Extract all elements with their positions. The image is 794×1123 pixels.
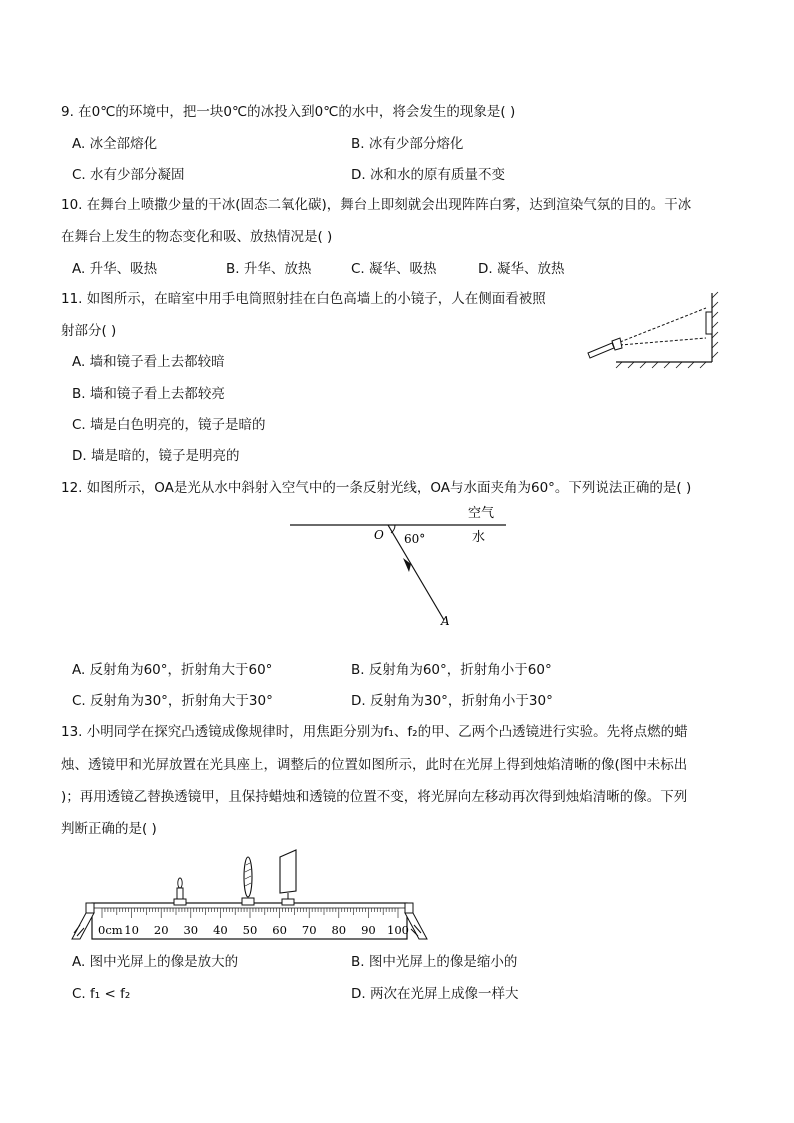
q9-option-c: C. 水有少部分凝固: [72, 167, 185, 183]
q10-option-b: B. 升华、放热: [226, 261, 312, 277]
q13-option-b: B. 图中光屏上的像是缩小的: [351, 954, 518, 970]
q11-option-b: B. 墙和镜子看上去都较亮: [72, 386, 225, 402]
q12-option-b: B. 反射角为60°，折射角小于60°: [351, 662, 552, 678]
q9-option-b: B. 冰有少部分熔化: [351, 136, 464, 152]
q10-option-c: C. 凝华、吸热: [351, 261, 437, 277]
q13-option-c: C. f₁ < f₂: [72, 986, 131, 1002]
bench-tick-label: 40: [213, 923, 228, 937]
angle-label: 60°: [404, 532, 426, 546]
bench-tick-label: 100: [387, 923, 409, 937]
q10-stem-line2: 在舞台上发生的物态变化和吸、放热情况是( ): [61, 229, 333, 245]
q10-option-a: A. 升华、吸热: [72, 261, 158, 277]
bench-tick-label: 70: [301, 923, 317, 937]
q12-option-d: D. 反射角为30°，折射角小于30°: [351, 693, 553, 709]
bench-tick-label: 60: [272, 923, 287, 937]
q11-option-d: D. 墙是暗的，镜子是明亮的: [72, 448, 240, 464]
q13-option-d: D. 两次在光屏上成像一样大: [351, 986, 519, 1002]
q12-option-c: C. 反射角为30°，折射角大于30°: [72, 693, 273, 709]
q13-stem-line4: 判断正确的是( ): [61, 821, 157, 837]
candle-icon: [174, 878, 186, 905]
bench-tick-label: 90: [361, 923, 376, 937]
q11-option-a: A. 墙和镜子看上去都较暗: [72, 354, 225, 370]
flashlight-icon: [588, 338, 622, 358]
q10-stem-line1: 10. 在舞台上喷撒少量的干冰(固态二氧化碳)，舞台上即刻就会出现阵阵白雾，达到渲染气氛的目的。干冰: [61, 197, 692, 213]
q9-option-d: D. 冰和水的原有质量不变: [351, 167, 505, 183]
light-screen-icon: [280, 850, 296, 905]
bench-tick-label: 30: [183, 923, 199, 937]
q13-stem-line2: 烛、透镜甲和光屏放置在光具座上，调整后的位置如图所示，此时在光屏上得到烛焰清晰的像(图中未标出: [61, 757, 688, 773]
q10-option-d: D. 凝华、放热: [478, 261, 565, 277]
q12-stem: 12. 如图所示，OA是光从水中斜射入空气中的一条反射光线，OA与水面夹角为60°。下列说法正确的是( ): [61, 480, 692, 496]
q11-stem-line1: 11. 如图所示，在暗室中用手电筒照射挂在白色高墙上的小镜子，人在侧面看被照: [61, 291, 546, 307]
q13-stem-line1: 13. 小明同学在探究凸透镜成像规律时，用焦距分别为f₁、f₂的甲、乙两个凸透镜进行实验。先将点燃的蜡: [61, 724, 688, 740]
bench-tick-label: 0cm: [98, 923, 123, 937]
water-label: 水: [472, 530, 486, 545]
q11-option-c: C. 墙是白色明亮的，镜子是暗的: [72, 417, 266, 433]
q11-stem-line2: 射部分( ): [61, 323, 117, 339]
q13-stem-line3: )；再用透镜乙替换透镜甲，且保持蜡烛和透镜的位置不变，将光屏向左移动再次得到烛焰清晰的像。下列: [61, 789, 688, 805]
bench-tick-label: 20: [153, 923, 169, 937]
bench-tick-label: 50: [242, 923, 258, 937]
flashlight-mirror-figure: [584, 290, 724, 370]
convex-lens-icon: [242, 857, 254, 905]
mirror-icon: [706, 312, 712, 334]
q9-option-a: A. 冰全部熔化: [72, 136, 158, 152]
q9-stem: 9. 在0℃的环境中，把一块0℃的冰投入到0℃的水中，将会发生的现象是( ): [61, 104, 516, 120]
q13-option-a: A. 图中光屏上的像是放大的: [72, 954, 239, 970]
q12-option-a: A. 反射角为60°，折射角大于60°: [72, 662, 273, 678]
point-a-label: A: [441, 614, 450, 628]
reflection-diagram: [286, 502, 516, 627]
optical-bench-figure: [70, 845, 430, 945]
air-label: 空气: [468, 506, 495, 521]
bench-tick-label: 10: [124, 923, 139, 937]
point-o-label: O: [374, 528, 384, 542]
bench-tick-label: 80: [331, 923, 347, 937]
